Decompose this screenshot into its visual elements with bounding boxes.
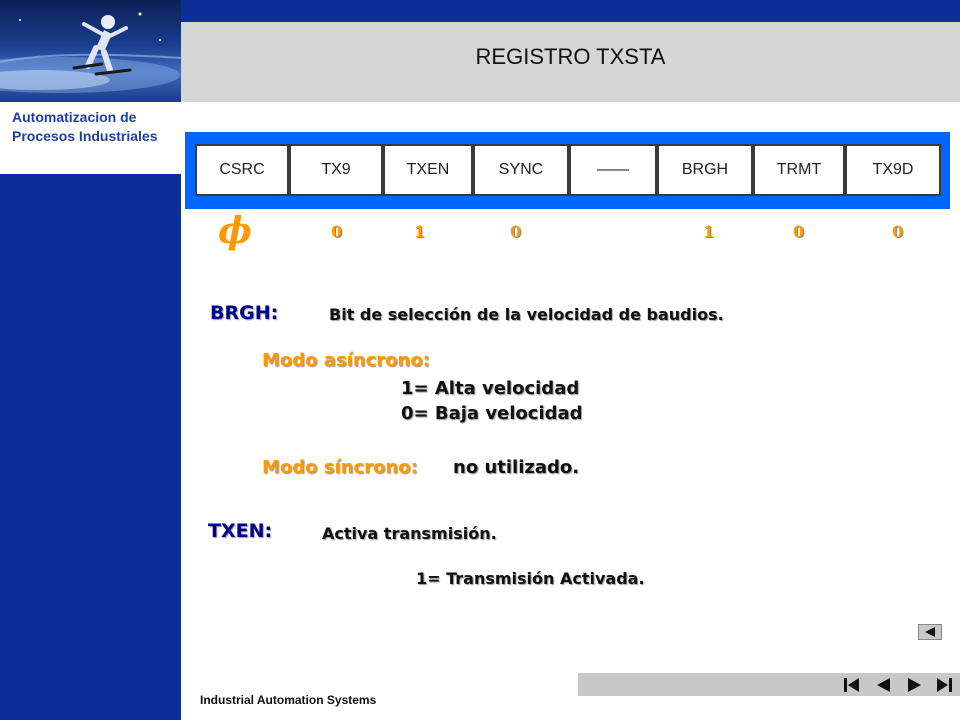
bit-value-trmt: 0 [793,222,805,241]
register-diagram [185,132,950,209]
skip-to-first-icon [842,677,860,693]
top-bar [181,0,960,22]
title-bar [181,22,960,102]
high-speed-text: 1= Alta velocidad [401,378,580,399]
register-bit-tx9: TX9 [289,144,383,196]
previous-slide-button[interactable] [872,675,894,695]
last-slide-button[interactable] [934,675,956,695]
triangle-right-icon [906,677,924,693]
register-bit-sync: SYNC [473,144,569,196]
register-bit-csrc: CSRC [195,144,289,196]
register-bit-brgh: BRGH [657,144,753,196]
bit-value-brgh: 1 [703,222,715,241]
bit-value-sync: 0 [510,222,522,241]
bit-value-txen: 1 [414,222,426,241]
sync-mode-label: Modo síncrono: [262,457,418,478]
sync-mode-value: no utilizado. [453,457,580,478]
brand-panel [0,102,181,174]
navigation-bar [578,673,960,696]
register-bit-txen: TXEN [383,144,473,196]
footer-text: Industrial Automation Systems [200,693,377,707]
bit-value-tx9d: 0 [892,222,904,241]
first-slide-button[interactable] [840,675,862,695]
bit-value-tx9: 0 [331,222,343,241]
register-bit-trmt: TRMT [753,144,845,196]
txen-description: Activa transmisión. [322,524,497,543]
brgh-label: BRGH: [210,302,279,324]
low-speed-text: 0= Baja velocidad [401,403,583,424]
return-button[interactable] [918,624,942,640]
register-bit-tx9d: TX9D [845,144,941,196]
astronaut-skier-icon [0,0,181,102]
slide-title: REGISTRO TXSTA [475,44,666,69]
skip-to-last-icon [936,677,954,693]
next-slide-button[interactable] [904,675,926,695]
triangle-left-icon [924,627,936,637]
brgh-description: Bit de selección de la velocidad de baudios. [329,305,724,324]
brand-text: Automatizacion de Procesos Industriales [12,109,158,144]
txen-value: 1= Transmisión Activada. [416,569,645,588]
txen-label: TXEN: [208,520,273,542]
async-mode-label: Modo asíncrono: [262,350,430,371]
register-bit-unused: —— [569,144,657,196]
triangle-left-icon [874,677,892,693]
logo-image [0,0,181,102]
null-symbol: ϕ [218,210,252,252]
